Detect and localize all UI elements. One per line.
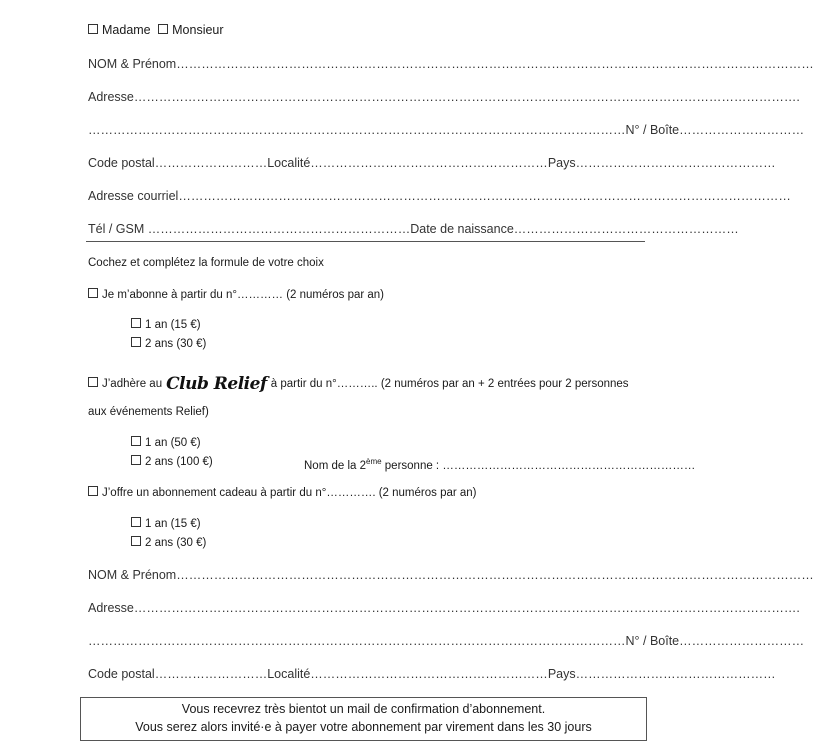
cadeau-checkbox[interactable] (88, 486, 98, 496)
adhere-prefix: J’adhère au (102, 378, 163, 390)
adhere-option[interactable] (88, 376, 629, 392)
cadeau-1an-label: 1 an (15 €) (145, 518, 201, 530)
abonne-1an-label: 1 an (15 €) (145, 319, 201, 331)
beneficiaire-adresse-field[interactable]: Adresse……………………………………………………………………………………………………………………………………………. (88, 601, 800, 615)
beneficiaire-localite-field[interactable]: Localité………………………………………………… (267, 667, 548, 681)
code-postal-field[interactable]: Code postal……………………… (88, 156, 268, 170)
beneficiaire-code-postal-field[interactable]: Code postal……………………… (88, 667, 268, 681)
cadeau-1an-option[interactable] (131, 516, 201, 532)
nom2-prefix: Nom de la 2 (304, 459, 367, 472)
abonne-2ans-label: 2 ans (30 €) (145, 338, 207, 350)
date-naissance-field[interactable]: Date de naissance……………………………………………… (410, 222, 739, 236)
notice-line-2: Vous serez alors invité·e à payer votre abonnement par virement dans les 30 jours (135, 720, 592, 734)
beneficiaire-nom-field[interactable]: NOM & Prénom……………………………………………………………………………………………………………………………………… (88, 568, 814, 582)
adhere-suffix: à partir du n°……….. (2 numéros par an + 2 entrées pour 2 personnes (270, 378, 629, 390)
instruction-text: Cochez et complétez la formule de votre choix (88, 257, 324, 269)
civility-row (88, 22, 224, 38)
adresse-field[interactable]: Adresse……………………………………………………………………………………………………………………………………………. (88, 90, 800, 104)
code-postal-row (88, 155, 776, 171)
adhere-1an-label: 1 an (50 €) (145, 437, 201, 449)
madame-label: Madame (102, 23, 151, 37)
cadeau-label: J’offre un abonnement cadeau à partir du n°…………. (2 numéros par an) (102, 487, 477, 499)
adhere-checkbox[interactable] (88, 377, 98, 387)
notice-line-1: Vous recevrez très bientot un mail de confirmation d’abonnement. (181, 702, 546, 716)
abonne-1an-checkbox[interactable] (131, 318, 141, 328)
divider (86, 241, 645, 242)
adhere-2ans-label: 2 ans (100 €) (145, 456, 213, 468)
cadeau-2ans-option[interactable] (131, 535, 206, 551)
adhere-2ans-option[interactable] (131, 454, 213, 470)
cadeau-2ans-checkbox[interactable] (131, 536, 141, 546)
abonne-option[interactable] (88, 287, 384, 303)
cadeau-2ans-label: 2 ans (30 €) (145, 537, 207, 549)
abonne-2ans-checkbox[interactable] (131, 337, 141, 347)
nom2-suffix: personne : ………………………………………………………… (384, 459, 696, 472)
beneficiaire-numero-field[interactable]: …………………………………………………………………………………………………………………N° / Boîte………………………… (88, 634, 805, 648)
monsieur-label: Monsieur (172, 23, 224, 37)
confirmation-notice (80, 697, 647, 741)
madame-checkbox[interactable] (88, 24, 98, 34)
monsieur-checkbox[interactable] (158, 24, 168, 34)
adresse-courriel-field[interactable]: Adresse courriel………………………………………………………………………………………………………………………………… (88, 189, 791, 203)
numero-boite-field[interactable]: …………………………………………………………………………………………………………………N° / Boîte………………………… (88, 123, 805, 137)
adhere-1an-checkbox[interactable] (131, 436, 141, 446)
adhere-2ans-checkbox[interactable] (131, 455, 141, 465)
pays-field[interactable]: Pays………………………………………… (547, 156, 776, 170)
cadeau-1an-checkbox[interactable] (131, 517, 141, 527)
beneficiaire-code-postal-row (88, 666, 776, 682)
adhere-1an-option[interactable] (131, 435, 201, 451)
tel-field[interactable]: Tél / GSM ……………………………………………………… (88, 222, 411, 236)
adhere-continuation: aux événements Relief) (88, 406, 209, 418)
tel-row (88, 221, 739, 237)
cadeau-option[interactable] (88, 485, 477, 501)
abonne-checkbox[interactable] (88, 288, 98, 298)
localite-field[interactable]: Localité………………………………………………… (267, 156, 548, 170)
abonne-2ans-option[interactable] (131, 336, 206, 352)
nom-2eme-personne-field[interactable] (304, 454, 696, 474)
nom2-sup: ème (366, 457, 382, 466)
club-relief-logo: Club Relief (166, 374, 267, 394)
nom-prenom-field[interactable]: NOM & Prénom……………………………………………………………………………………………………………………………………… (88, 57, 814, 71)
beneficiaire-pays-field[interactable]: Pays………………………………………… (547, 667, 776, 681)
abonne-1an-option[interactable] (131, 317, 201, 333)
abonne-label: Je m’abonne à partir du n°………… (2 numéros par an) (102, 289, 385, 301)
